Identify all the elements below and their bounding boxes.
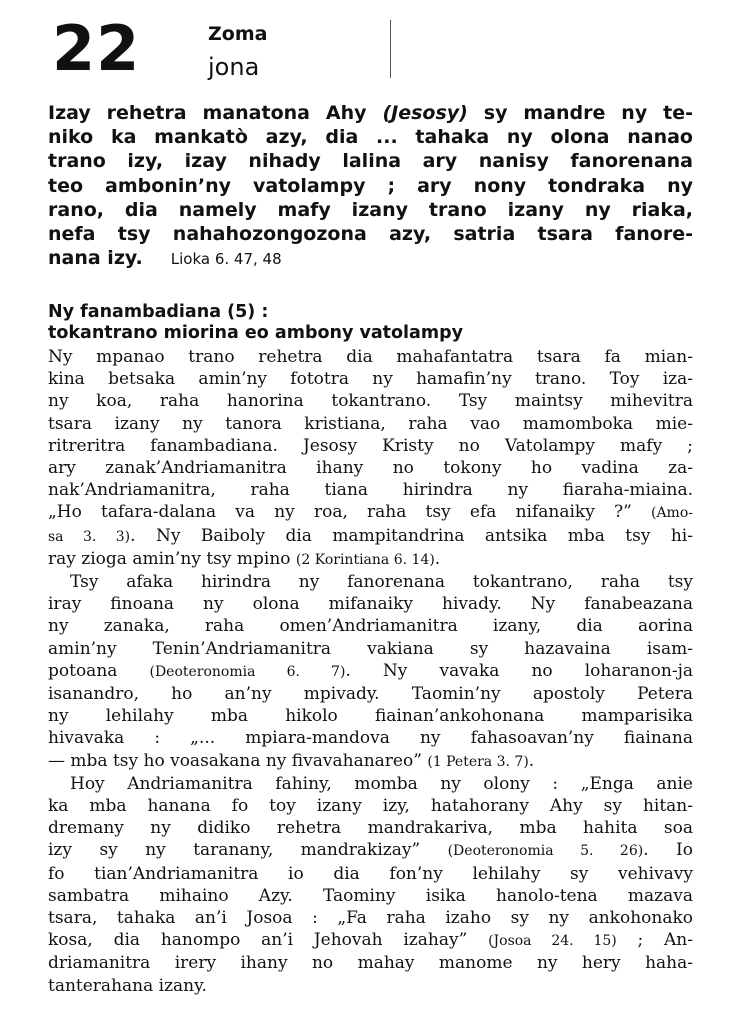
body-line: Hoy Andriamanitra fahiny, momba ny olony : „Enga anie <box>70 773 693 794</box>
verse-reference: Lioka 6. 47, 48 <box>170 250 282 269</box>
body-line: iray finoana ny olona mifanaiky hivady. Ny fanabeazana <box>48 594 693 615</box>
section-title-line: tokantrano miorina eo ambony vatolampy <box>48 322 464 343</box>
body-line: tsara izany ny tanora kristiana, raha vao mamomboka mie- <box>48 413 693 434</box>
section-title <box>48 302 693 343</box>
body-line: — mba tsy ho voasakana ny fivavahanareo” (1 Petera 3. 7). <box>48 750 535 771</box>
body-text <box>48 346 693 997</box>
body-line: amin’ny Tenin’Andriamanitra vakiana sy hazavaina isam- <box>48 638 693 659</box>
body-line: tanterahana izany. <box>48 975 207 996</box>
month-label: jona <box>208 53 260 81</box>
body-line: sambatra mihaino Azy. Taominy isika hanolo-tena mazava <box>48 885 693 906</box>
body-line: Ny mpanao trano rehetra dia mahafantatra tsara fa mian- <box>48 347 693 367</box>
body-line: ny koa, raha hanorina tokantrano. Tsy maintsy mihevitra <box>48 391 693 412</box>
body-line: ny lehilahy mba hikolo fiainan’ankohonana mamparisika <box>48 706 693 727</box>
body-line: hivavaka : „... mpiara-mandova ny fahasoavan’ny fiainana <box>48 728 693 749</box>
body-line: ray zioga amin’ny tsy mpino (2 Korintiana 6. 14). <box>48 548 441 569</box>
body-line: Tsy afaka hirindra ny fanorenana tokantrano, raha tsy <box>70 572 693 593</box>
body-line: ka mba hanana fo toy izany izy, hatahorany Ahy sy hitan- <box>48 796 693 817</box>
body-line: tsara, tahaka an’i Josoa : „Fa raha izaho sy ny ankohonako <box>48 908 693 929</box>
body-line: dremany ny didiko rehetra mandrakariva, mba hahita soa <box>48 818 693 839</box>
verse-line: niko ka mankatò azy, dia ... tahaka ny olona nanao <box>48 126 693 149</box>
verse-line: trano izy, izay nihady lalina ary nanisy fanorenana <box>48 150 693 173</box>
body-line: kina betsaka amin’ny fototra ny hamafin’ny trano. Toy iza- <box>48 369 693 390</box>
body-line: izy sy ny taranany, mandrakizay” (Deoteronomia 5. 26). Io <box>48 840 693 861</box>
body-line: ary zanak’Andriamanitra ihany no tokony ho vadina za- <box>48 458 693 479</box>
header-divider <box>390 20 391 78</box>
body-line: potoana (Deoteronomia 6. 7). Ny vavaka no loharanon-ja <box>48 660 694 681</box>
body-line: ny zanaka, raha omen’Andriamanitra izany, dia aorina <box>48 616 693 637</box>
weekday-label: Zoma <box>208 23 268 45</box>
body-line: fo tian’Andriamanitra io dia fon’ny lehilahy sy vehivavy <box>48 863 693 884</box>
verse-line: rano, dia namely mafy izany trano izany ny riaka, <box>48 198 693 221</box>
verse-line: Izay rehetra manatona Ahy (Jesosy) sy mandre ny te- <box>48 102 693 124</box>
body-line: isanandro, ho an’ny mpivady. Taomin’ny apostoly Petera <box>48 684 693 705</box>
section-title-line: Ny fanambadiana (5) : <box>48 302 269 322</box>
body-line: ritreritra fanambadiana. Jesosy Kristy no Vatolampy mafy ; <box>48 435 693 456</box>
body-line: sa 3. 3). Ny Baiboly dia mampitandrina antsika mba tsy hi- <box>48 525 693 546</box>
verse-line: nana izy. Lioka 6. 47, 48 <box>48 247 282 270</box>
body-line: nak’Andriamanitra, raha tiana hirindra ny fiaraha-miaina. <box>48 480 693 501</box>
verse-line: nefa tsy nahahozongozona azy, satria tsara fanore- <box>48 223 693 246</box>
verse-line: teo ambonin’ny vatolampy ; ary nony tondraka ny <box>48 174 693 197</box>
body-line: „Ho tafara-dalana va ny roa, raha tsy efa nifanaiky ?” (Amo- <box>48 502 693 523</box>
day-number: 22 <box>52 12 141 85</box>
body-line: driamanitra irery ihany no mahay manome ny hery haha- <box>48 953 693 974</box>
body-line: kosa, dia hanompo an’i Jehovah izahay” (Josoa 24. 15) ; An- <box>48 930 694 951</box>
bible-verse <box>48 101 693 271</box>
